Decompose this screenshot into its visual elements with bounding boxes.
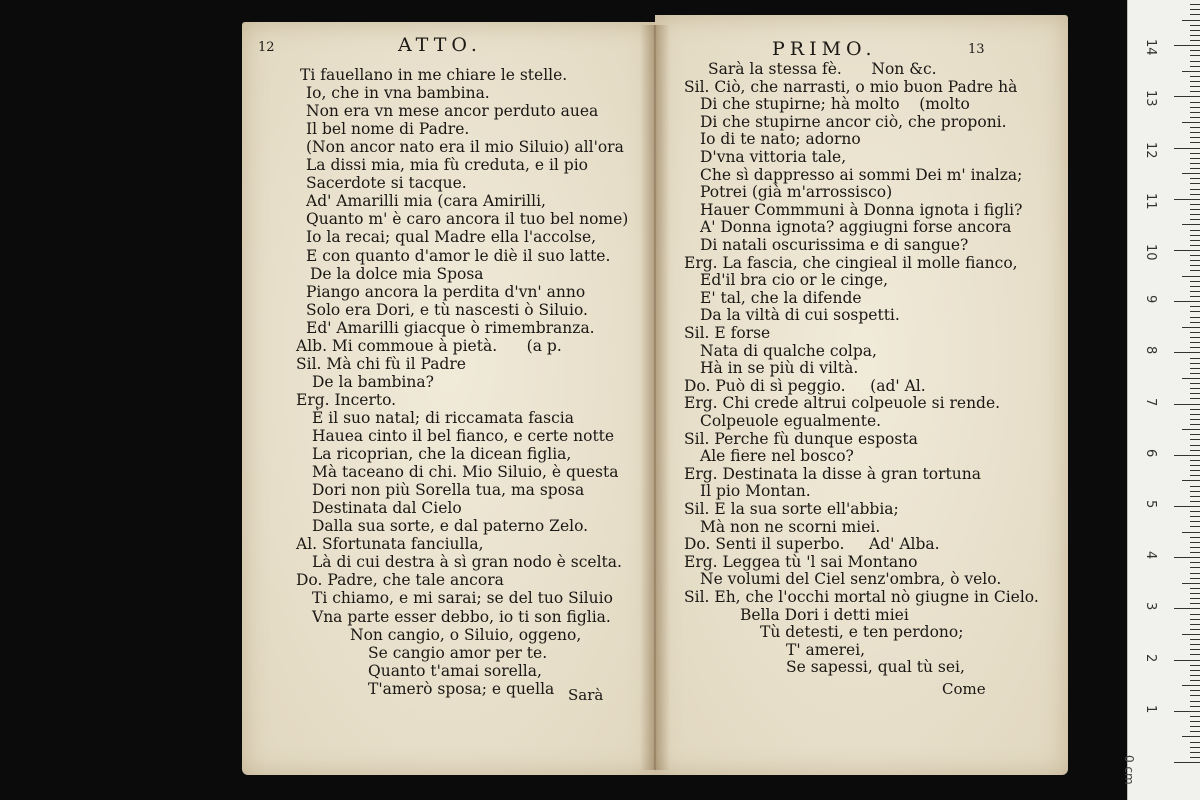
ruler-tick: [1182, 327, 1200, 328]
left-text-line: Solo era Dori, e tù nascesti ò Siluio.: [306, 300, 588, 319]
ruler-tick: [1190, 757, 1200, 758]
ruler-number: 14: [1143, 39, 1158, 56]
ruler-tick: [1190, 419, 1200, 420]
ruler-tick: [1190, 91, 1200, 92]
ruler-number: 3: [1143, 602, 1158, 611]
right-text-line: Sil. E forse: [684, 324, 771, 342]
right-text-line: Sil. E la sua sorte ell'abbia;: [684, 500, 899, 518]
ruler-tick: [1190, 537, 1200, 538]
ruler-tick: [1190, 265, 1200, 266]
ruler-tick: [1190, 347, 1200, 348]
ruler-tick: [1190, 450, 1200, 451]
ruler-tick: [1190, 439, 1200, 440]
right-page-number: 13: [968, 42, 985, 57]
left-catchword: Sarà: [568, 686, 604, 704]
ruler-number: 7: [1143, 397, 1158, 406]
ruler-tick: [1182, 532, 1200, 533]
ruler-tick: [1190, 593, 1200, 594]
ruler-tick: [1190, 117, 1200, 118]
ruler-tick: [1190, 567, 1200, 568]
ruler-tick: [1190, 204, 1200, 205]
measurement-ruler: [1122, 0, 1200, 800]
ruler-number: 2: [1143, 653, 1158, 662]
ruler-tick: [1190, 194, 1200, 195]
ruler-number: 5: [1143, 500, 1158, 509]
ruler-tick: [1190, 573, 1200, 574]
ruler-tick: [1190, 434, 1200, 435]
right-text-line: Di natali oscurissima e di sangue?: [700, 236, 969, 254]
left-text-line: (Non ancor nato era il mio Siluio) all'ora: [306, 138, 624, 157]
ruler-tick: [1182, 276, 1200, 277]
ruler-tick: [1190, 486, 1200, 487]
left-text-line: La ricoprian, che la dicean figlia,: [312, 445, 572, 464]
ruler-tick: [1190, 562, 1200, 563]
right-text-line: Tù detesti, e ten perdono;: [760, 623, 964, 642]
ruler-tick: [1182, 122, 1200, 123]
right-text-line: Di che stupirne; hà molto (molto: [700, 95, 970, 114]
ruler-tick: [1174, 96, 1200, 97]
ruler-tick: [1174, 199, 1200, 200]
ruler-tick: [1182, 480, 1200, 481]
ruler-tick: [1190, 521, 1200, 522]
ruler-tick: [1190, 629, 1200, 630]
ruler-tick: [1190, 291, 1200, 292]
ruler-tick: [1190, 168, 1200, 169]
ruler-tick: [1190, 526, 1200, 527]
ruler-tick: [1190, 25, 1200, 26]
ruler-tick: [1190, 675, 1200, 676]
left-text-line: È il suo natal; di riccamata fascia: [312, 408, 575, 427]
ruler-tick: [1190, 296, 1200, 297]
right-text-line: Potrei (già m'arrossisco): [700, 183, 893, 202]
right-text-line: Se sapessi, qual tù sei,: [786, 658, 965, 677]
ruler-tick: [1174, 711, 1200, 712]
ruler-tick: [1190, 475, 1200, 476]
ruler-tick: [1190, 55, 1200, 56]
ruler-tick: [1190, 501, 1200, 502]
ruler-tick: [1182, 583, 1200, 584]
right-text-line: Erg. Destinata la disse à gran tortuna: [684, 464, 981, 483]
right-text-line: Mà non ne scorni miei.: [700, 517, 881, 536]
right-text-line: Ne volumi del Ciel senz'ombra, ò velo.: [700, 570, 1002, 589]
left-page-header: ATTO.: [398, 34, 482, 56]
ruler-tick: [1190, 491, 1200, 492]
ruler-tick: [1190, 40, 1200, 41]
left-text-line: Ed' Amarilli giacque ò rimembranza.: [306, 318, 595, 337]
ruler-tick: [1190, 230, 1200, 231]
ruler-tick: [1190, 86, 1200, 87]
ruler-tick: [1190, 649, 1200, 650]
left-text-line: Vna parte esser debbo, io ti son figlia.: [312, 607, 611, 626]
ruler-tick: [1190, 373, 1200, 374]
ruler-number: 6: [1143, 448, 1158, 458]
left-text-line: De la bambina?: [312, 372, 434, 391]
ruler-tick: [1190, 214, 1200, 215]
ruler-tick: [1174, 455, 1200, 456]
right-text-line: Da la viltà di cui sospetti.: [700, 306, 900, 325]
ruler-tick: [1190, 665, 1200, 666]
ruler-tick: [1174, 250, 1200, 251]
ruler-tick: [1190, 81, 1200, 82]
ruler-tick: [1190, 547, 1200, 548]
left-text-line: Dori non più Sorella tua, ma sposa: [312, 481, 585, 500]
ruler-tick: [1190, 465, 1200, 466]
right-page-header: PRIMO.: [772, 38, 877, 60]
ruler-tick: [1190, 158, 1200, 159]
ruler-tick: [1190, 183, 1200, 184]
ruler-tick: [1190, 639, 1200, 640]
ruler-tick: [1190, 731, 1200, 732]
right-text-line: Sil. Ciò, che narrasti, o mio buon Padre hà: [684, 77, 1018, 96]
left-text-line: Il bel nome di Padre.: [306, 120, 470, 139]
right-text-line: Sarà la stessa fè. Non &c.: [708, 60, 937, 78]
ruler-tick: [1190, 424, 1200, 425]
left-text-line: Io, che in vna bambina.: [306, 84, 490, 103]
left-text-line: Dalla sua sorte, e dal paterno Zelo.: [312, 517, 589, 536]
ruler-tick: [1190, 245, 1200, 246]
ruler-tick: [1190, 393, 1200, 394]
ruler-tick: [1190, 286, 1200, 287]
ruler-tick: [1190, 142, 1200, 143]
ruler-number: 4: [1143, 551, 1158, 560]
ruler-tick: [1190, 332, 1200, 333]
ruler-tick: [1190, 511, 1200, 512]
ruler-tick: [1190, 14, 1200, 15]
ruler-tick: [1190, 112, 1200, 113]
ruler-number: 8: [1143, 346, 1158, 355]
ruler-tick: [1182, 736, 1200, 737]
left-text-line: Ti chiamo, e mi sarai; se del tuo Siluio: [312, 589, 613, 608]
ruler-tick: [1190, 9, 1200, 10]
left-text-line: Se cangio amor per te.: [368, 643, 548, 662]
ruler-tick: [1190, 281, 1200, 282]
ruler-tick: [1190, 398, 1200, 399]
ruler-tick: [1190, 588, 1200, 589]
left-text-line: Sil. Mà chi fù il Padre: [296, 354, 466, 373]
ruler-tick: [1190, 209, 1200, 210]
ruler-tick: [1190, 695, 1200, 696]
ruler-tick: [1182, 429, 1200, 430]
right-text-line: T' amerei,: [786, 640, 866, 659]
ruler-number: 1: [1143, 704, 1158, 714]
ruler-tick: [1174, 352, 1200, 353]
right-text-line: Colpeuole egualmente.: [700, 412, 882, 430]
right-text-line: Ale fiere nel bosco?: [700, 447, 854, 466]
ruler-tick: [1190, 137, 1200, 138]
right-text-line: Sil. Eh, che l'occhi mortal nò giugne in Cielo.: [684, 588, 1039, 606]
ruler-tick: [1174, 608, 1200, 609]
right-text-line: Do. Senti il superbo. Ad' Alba.: [684, 535, 940, 554]
ruler-tick: [1190, 680, 1200, 681]
ruler-tick: [1182, 173, 1200, 174]
ruler-tick: [1190, 624, 1200, 625]
left-text-line: Sacerdote si tacque.: [306, 174, 467, 193]
ruler-tick: [1182, 20, 1200, 21]
ruler-tick: [1190, 127, 1200, 128]
left-text-line: Alb. Mi commoue à pietà. (a p.: [296, 336, 562, 355]
ruler-tick: [1190, 4, 1200, 5]
ruler-tick: [1190, 619, 1200, 620]
right-text-line: Bella Dori i detti miei: [740, 605, 909, 624]
ruler-tick: [1190, 240, 1200, 241]
ruler-tick: [1190, 363, 1200, 364]
left-text-line: Ti fauellano in me chiare le stelle.: [300, 66, 568, 84]
ruler-tick: [1190, 470, 1200, 471]
ruler-tick: [1190, 552, 1200, 553]
left-text-line: E con quanto d'amor le diè il suo latte.: [306, 246, 611, 265]
ruler-tick: [1190, 368, 1200, 369]
right-text-line: Che sì dappresso ai sommi Dei m' inalza;: [700, 165, 1023, 184]
ruler-tick: [1190, 747, 1200, 748]
ruler-tick: [1190, 322, 1200, 323]
ruler-tick: [1190, 644, 1200, 645]
left-text-line: Hauea cinto il bel fianco, e certe notte: [312, 427, 615, 445]
ruler-tick: [1190, 603, 1200, 604]
ruler-tick: [1190, 716, 1200, 717]
ruler-tick: [1190, 260, 1200, 261]
ruler-tick: [1190, 311, 1200, 312]
ruler-tick: [1190, 654, 1200, 655]
ruler-tick: [1182, 378, 1200, 379]
ruler-tick: [1190, 132, 1200, 133]
ruler-tick: [1190, 50, 1200, 51]
right-text-line: Sil. Perche fù dunque esposta: [684, 429, 918, 448]
ruler-number: 13: [1143, 90, 1158, 107]
ruler-tick: [1190, 670, 1200, 671]
left-text-line: Non era vn mese ancor perduto auea: [306, 102, 599, 121]
right-text-line: Erg. Leggea tù 'l sai Montano: [684, 552, 918, 571]
ruler-tick: [1190, 66, 1200, 67]
left-text-line: Do. Padre, che tale ancora: [296, 571, 504, 590]
right-text-line: Erg. Chi crede altrui colpeuole si rende.: [684, 394, 1001, 413]
ruler-tick: [1190, 460, 1200, 461]
ruler-tick: [1174, 148, 1200, 149]
ruler-tick: [1190, 107, 1200, 108]
ruler-tick: [1190, 342, 1200, 343]
ruler-tick: [1190, 163, 1200, 164]
left-text-line: Là di cui destra à sì gran nodo è scelta.: [312, 553, 622, 572]
ruler-tick: [1174, 301, 1200, 302]
ruler-tick: [1190, 752, 1200, 753]
ruler-tick: [1190, 235, 1200, 236]
right-text-line: Erg. La fascia, che cingieal il molle fianco,: [684, 253, 1018, 272]
right-text-line: Hauer Commmuni à Donna ignota i figli?: [700, 200, 1023, 219]
ruler-tick: [1190, 306, 1200, 307]
ruler-tick: [1190, 542, 1200, 543]
right-text-line: A' Donna ignota? aggiugni forse ancora: [700, 218, 1012, 237]
left-text-line: Ad' Amarilli mia (cara Amirilli,: [306, 192, 546, 211]
right-text-line: Di che stupirne ancor ciò, che proponi.: [700, 112, 1007, 131]
ruler-tick: [1174, 404, 1200, 405]
left-text-line: Al. Sfortunata fanciulla,: [296, 535, 484, 554]
ruler-tick: [1190, 337, 1200, 338]
ruler-tick: [1174, 660, 1200, 661]
ruler-number: 10: [1143, 244, 1158, 261]
ruler-number: 9: [1143, 295, 1158, 304]
left-text-line: Non cangio, o Siluio, oggeno,: [350, 625, 582, 644]
right-text-line: Do. Può di sì peggio. (ad' Al.: [684, 376, 926, 395]
ruler-tick: [1190, 598, 1200, 599]
left-text-line: Io la recai; qual Madre ella l'accolse,: [306, 228, 597, 247]
ruler-number: 11: [1143, 192, 1158, 210]
right-text-line: Io di te nato; adorno: [700, 130, 861, 149]
right-text-line: D'vna vittoria tale,: [700, 148, 847, 166]
ruler-tick: [1174, 557, 1200, 558]
ruler-tick: [1190, 270, 1200, 271]
ruler-tick: [1190, 388, 1200, 389]
ruler-tick: [1190, 726, 1200, 727]
ruler-tick: [1190, 255, 1200, 256]
ruler-tick: [1190, 76, 1200, 77]
left-text-line: De la dolce mia Sposa: [310, 264, 484, 283]
ruler-tick: [1190, 30, 1200, 31]
left-page-number: 12: [258, 40, 275, 55]
ruler-tick: [1190, 153, 1200, 154]
ruler-tick: [1190, 219, 1200, 220]
ruler-tick: [1190, 706, 1200, 707]
left-text-line: Quanto t'amai sorella,: [368, 661, 542, 680]
ruler-tick: [1190, 721, 1200, 722]
ruler-tick: [1182, 685, 1200, 686]
right-text-line: Ed'il bra cio or le cinge,: [700, 271, 889, 290]
ruler-tick: [1190, 516, 1200, 517]
ruler-tick: [1190, 35, 1200, 36]
right-catchword: Come: [942, 680, 986, 698]
ruler-tick: [1190, 445, 1200, 446]
right-text-line: E' tal, che la difende: [700, 288, 862, 307]
left-text-line: Quanto m' è caro ancora il tuo bel nome): [306, 210, 629, 229]
ruler-tick: [1190, 409, 1200, 410]
right-text-line: Il pio Montan.: [700, 482, 811, 501]
ruler-tick: [1174, 762, 1200, 763]
ruler-tick: [1190, 178, 1200, 179]
left-text-line: Piango ancora la perdita d'vn' anno: [306, 282, 586, 301]
ruler-tick: [1190, 358, 1200, 359]
left-text-line: Erg. Incerto.: [296, 390, 397, 409]
ruler-tick: [1190, 414, 1200, 415]
left-text-line: La dissi mia, mia fù creduta, e il pio: [306, 156, 588, 175]
ruler-tick: [1190, 701, 1200, 702]
right-text-line: Nata di qualche colpa,: [700, 341, 877, 360]
left-text-line: Destinata dal Cielo: [312, 499, 462, 518]
ruler-tick: [1174, 45, 1200, 46]
left-text-line: T'amerò sposa; e quella: [368, 679, 555, 698]
ruler-tick: [1182, 224, 1200, 225]
ruler-tick: [1190, 690, 1200, 691]
ruler-tick: [1190, 578, 1200, 579]
ruler-tick: [1190, 614, 1200, 615]
ruler-tick: [1190, 189, 1200, 190]
right-text-line: Hà in se più di viltà.: [700, 359, 859, 378]
ruler-tick: [1190, 742, 1200, 743]
ruler-unit-label: 0 cm: [1122, 755, 1136, 785]
ruler-number: 12: [1143, 141, 1158, 159]
ruler-tick: [1190, 383, 1200, 384]
ruler-tick: [1190, 496, 1200, 497]
ruler-tick: [1190, 61, 1200, 62]
ruler-tick: [1182, 634, 1200, 635]
left-text-line: Mà taceano di chi. Mio Siluio, è questa: [312, 463, 619, 482]
ruler-tick: [1190, 102, 1200, 103]
ruler-tick: [1182, 71, 1200, 72]
ruler-tick: [1174, 506, 1200, 507]
ruler-tick: [1190, 317, 1200, 318]
